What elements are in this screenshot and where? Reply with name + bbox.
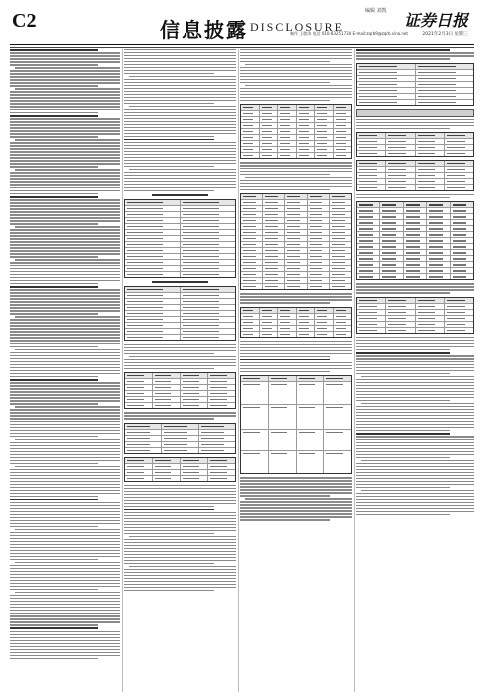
body-text-block [240,162,352,190]
body-text-block [356,119,474,129]
masthead-rule [10,44,474,45]
table-caption [152,281,208,283]
date-line: 2021年2月3日 星期三 [422,32,468,37]
data-table [356,297,474,334]
section-title: 信息披露 [160,18,248,42]
body-text-block [240,341,352,373]
data-table [240,375,352,474]
body-text-block [124,485,236,591]
newspaper-logo: 证券日报 [403,11,468,30]
column-divider [238,49,239,692]
body-text-block [356,337,474,515]
data-table [124,199,236,278]
contact-line: 制作 王敬涛 电话 010-83251730 E-mail:zqrb9@zqrb.sina.net [290,31,408,36]
body-text-block [124,344,236,369]
body-text-block [10,49,120,659]
article-column-2 [124,49,236,692]
data-table [356,201,474,280]
masthead-rule-thin [10,47,474,48]
article-column-3 [240,49,352,692]
editor-line: 编辑 刘凯 [365,8,387,14]
column-divider [122,49,123,692]
data-table [124,423,236,454]
data-table [240,104,352,159]
data-table [356,63,474,106]
article-column-4 [356,49,474,692]
body-text-block [240,477,352,520]
body-text-block [356,49,474,60]
data-table [356,160,474,191]
body-text-block [124,49,236,191]
body-text-block [356,194,474,198]
page-number: C2 [12,10,37,32]
data-table [124,286,236,341]
table-caption [152,194,208,196]
section-subtitle: DISCLOSURE [250,20,345,34]
data-table [240,193,352,290]
body-text-block [124,412,236,419]
article-column-1 [10,49,120,692]
shaded-row [356,109,474,117]
masthead [10,6,474,44]
body-text-block [240,49,352,101]
body-text-block [240,293,352,303]
body-text-block [356,283,474,293]
data-table [240,307,352,338]
data-table [124,372,236,409]
column-divider [354,49,355,692]
data-table [356,132,474,157]
data-table [124,457,236,482]
